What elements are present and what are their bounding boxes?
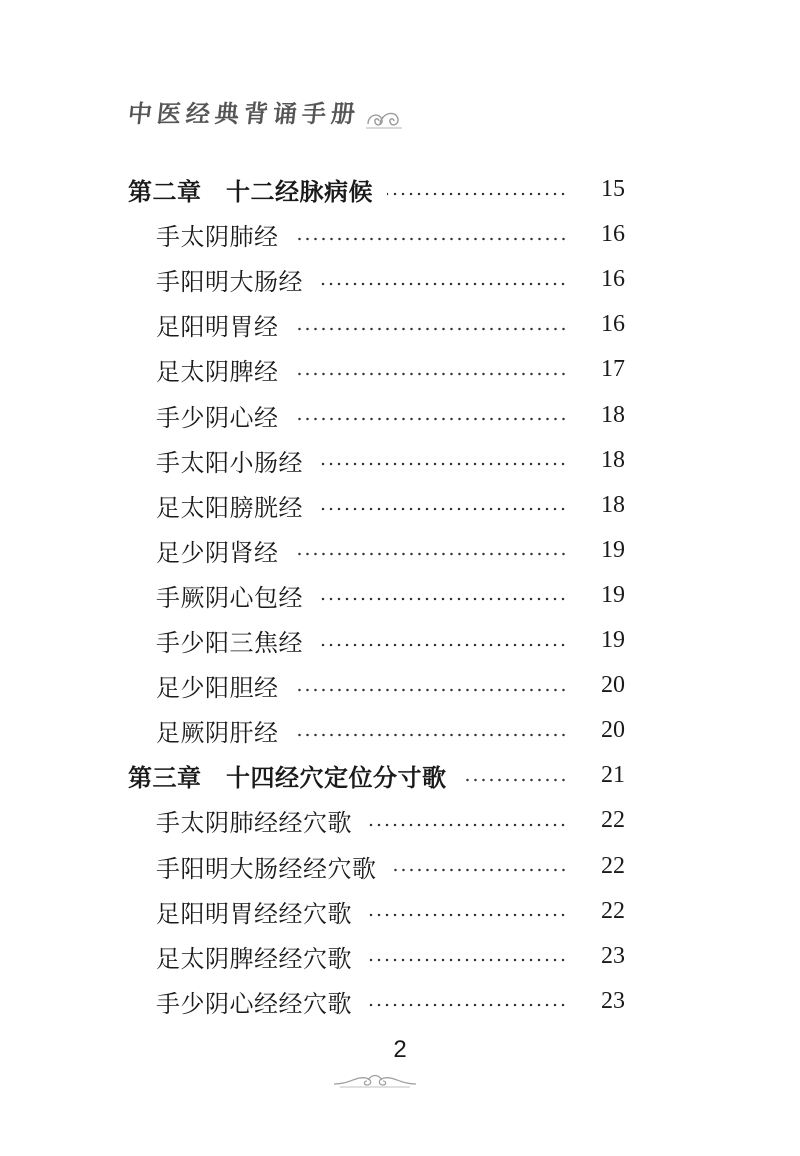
toc-section-row[interactable] <box>0 302 800 347</box>
toc-entry-title: 足阳明胃经 <box>156 313 279 342</box>
toc-page-number: 23 <box>601 942 625 969</box>
toc-entry-title: 足厥阴肝经 <box>156 719 279 748</box>
toc-section-row[interactable] <box>0 934 800 979</box>
toc-page-number: 18 <box>601 446 625 473</box>
toc-page-number: 19 <box>601 581 625 608</box>
toc-section-row[interactable] <box>0 393 800 438</box>
toc-dot-leader <box>366 913 567 917</box>
toc-entry-title: 手少阴心经经穴歌 <box>156 989 352 1018</box>
toc-entry-title: 手太阴肺经经穴歌 <box>156 809 352 838</box>
toc-page-number: 16 <box>601 311 625 338</box>
toc-dot-leader <box>293 552 568 556</box>
toc-section-row[interactable] <box>0 257 800 302</box>
toc-dot-leader <box>317 282 567 286</box>
toc-dot-leader <box>366 958 567 962</box>
toc-section-row[interactable] <box>0 663 800 708</box>
toc-entry-title: 手阳明大肠经经穴歌 <box>156 854 377 883</box>
toc-page-number: 16 <box>601 221 625 248</box>
toc-page-number: 22 <box>601 807 625 834</box>
toc-page-number: 22 <box>601 897 625 924</box>
toc-page-number: 19 <box>601 536 625 563</box>
toc-page-number: 16 <box>601 266 625 293</box>
toc-dot-leader <box>317 462 567 466</box>
toc-page-number: 20 <box>601 717 625 744</box>
toc-entry-title: 手少阳三焦经 <box>156 629 303 657</box>
toc-page-number: 20 <box>601 672 625 699</box>
toc-entry-title: 足少阴肾经 <box>156 538 279 567</box>
page-number: 2 <box>393 1036 407 1063</box>
toc-chapter-row[interactable] <box>0 167 800 212</box>
toc-page-number: 23 <box>601 987 625 1014</box>
toc-entry-title: 足太阴脾经 <box>156 358 279 387</box>
running-header-title: 中医经典背诵手册 <box>126 100 362 128</box>
toc-page-number: 17 <box>601 356 625 383</box>
toc-dot-leader <box>293 327 568 331</box>
toc-dot-leader <box>293 688 568 692</box>
toc-page-number: 18 <box>601 491 625 518</box>
toc-section-row[interactable] <box>0 483 800 528</box>
toc-entry-title: 手厥阴心包经 <box>156 583 303 612</box>
toc-section-row[interactable] <box>0 528 800 573</box>
toc-dot-leader <box>387 192 567 196</box>
toc-dot-leader <box>317 643 567 647</box>
toc-entry-title: 手太阴肺经 <box>156 223 279 252</box>
toc-page-number: 15 <box>601 176 625 202</box>
toc-section-row[interactable] <box>0 708 800 753</box>
cloud-scroll-ornament-icon <box>364 94 404 134</box>
toc-section-row[interactable] <box>0 979 800 1024</box>
toc-dot-leader <box>293 417 568 421</box>
cloud-scroll-ornament-icon <box>330 1070 420 1090</box>
toc-dot-leader <box>317 507 567 511</box>
toc-page-number: 22 <box>601 852 625 879</box>
toc-section-row[interactable] <box>0 798 800 843</box>
toc-dot-leader <box>293 733 568 737</box>
toc-entry-title: 足少阳胆经 <box>156 674 279 703</box>
toc-section-row[interactable] <box>0 844 800 889</box>
toc-dot-leader <box>317 597 567 601</box>
toc-entry-title: 足太阳膀胱经 <box>156 493 303 522</box>
toc-entry-title: 足阳明胃经经穴歌 <box>156 899 352 928</box>
toc-page-number: 18 <box>601 401 625 428</box>
toc-entry-title: 手少阴心经 <box>156 403 279 432</box>
toc-section-row[interactable] <box>0 347 800 392</box>
toc-entry-title: 第二章 十二经脉病候 <box>128 178 373 206</box>
running-header <box>128 94 404 126</box>
toc-entry-title: 第三章 十四经穴定位分寸歌 <box>128 764 447 793</box>
toc-entry-title: 手太阳小肠经 <box>156 448 303 477</box>
toc-section-row[interactable] <box>0 212 800 257</box>
toc-dot-leader <box>461 778 568 782</box>
toc-section-row[interactable] <box>0 889 800 934</box>
toc-entry-title: 手阳明大肠经 <box>156 268 303 297</box>
toc-section-row[interactable] <box>0 618 800 663</box>
toc-dot-leader <box>366 1003 567 1007</box>
toc-section-row[interactable] <box>0 573 800 618</box>
toc-dot-leader <box>391 868 568 872</box>
toc-page-number: 19 <box>601 627 625 653</box>
toc-dot-leader <box>366 823 567 827</box>
toc-section-row[interactable] <box>0 438 800 483</box>
toc-page-number: 21 <box>601 762 625 789</box>
toc-dot-leader <box>293 237 568 241</box>
toc-chapter-row[interactable] <box>0 753 800 798</box>
toc-entry-title: 足太阴脾经经穴歌 <box>156 944 352 973</box>
toc-dot-leader <box>293 372 568 376</box>
